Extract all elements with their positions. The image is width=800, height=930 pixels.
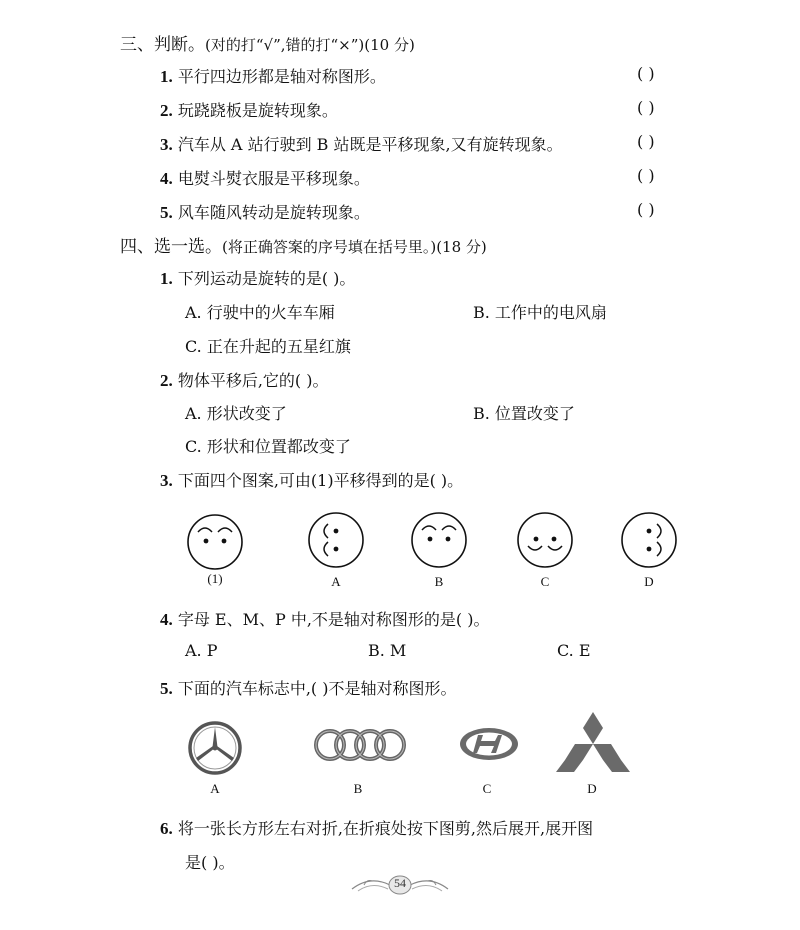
s4-q3 bbox=[160, 468, 463, 491]
s4-q1-text: 下列运动是旋转的是( )。 bbox=[177, 269, 356, 288]
s3-item-1-answer[interactable]: ( ) bbox=[637, 64, 655, 83]
s3-item-4-text: 电熨斗熨衣服是平移现象。 bbox=[177, 169, 370, 188]
s3-item-2-answer[interactable]: ( ) bbox=[637, 98, 655, 117]
s3-item-4 bbox=[160, 166, 370, 189]
section4-title: 四、选一选。 bbox=[120, 237, 222, 257]
s4-q4-text: 字母 E、M、P 中,不是轴对称图形的是( )。 bbox=[177, 610, 490, 629]
mitsubishi-logo-icon[interactable] bbox=[556, 711, 630, 773]
s3-item-2-text: 玩跷跷板是旋转现象。 bbox=[177, 101, 338, 120]
s4-q2-option-b[interactable]: B. 位置改变了 bbox=[473, 404, 575, 423]
s4-q1-option-c[interactable]: C. 正在升起的五星红旗 bbox=[185, 337, 351, 356]
face-1-icon bbox=[185, 512, 245, 572]
s3-item-3-num: 3. bbox=[160, 135, 173, 154]
s4-q4-option-a[interactable]: A. P bbox=[185, 641, 218, 660]
s4-q2 bbox=[160, 368, 329, 391]
s3-item-3 bbox=[160, 132, 563, 155]
section4-heading bbox=[120, 232, 487, 257]
s3-item-1-num: 1. bbox=[160, 67, 173, 86]
section3-title: 三、判断。 bbox=[120, 35, 205, 55]
s3-item-2-num: 2. bbox=[160, 101, 173, 120]
s4-q2-option-a[interactable]: A. 形状改变了 bbox=[185, 404, 287, 423]
s3-item-5-num: 5. bbox=[160, 203, 173, 222]
s4-q2-num: 2. bbox=[160, 371, 173, 390]
logo-a-label: A bbox=[210, 781, 220, 796]
face-1-label: (1) bbox=[207, 571, 223, 586]
s4-q1 bbox=[160, 266, 355, 289]
audi-logo-icon[interactable] bbox=[312, 723, 407, 767]
section3-note: (对的打“√”,错的打“×”)(10 分) bbox=[205, 36, 415, 54]
s4-q3-text: 下面四个图案,可由(1)平移得到的是( )。 bbox=[177, 471, 464, 490]
s4-q1-option-a[interactable]: A. 行驶中的火车车厢 bbox=[185, 303, 335, 322]
s3-item-4-num: 4. bbox=[160, 169, 173, 188]
logo-b-label: B bbox=[353, 781, 363, 796]
logo-c-label: C bbox=[482, 781, 492, 796]
s4-q1-option-b[interactable]: B. 工作中的电风扇 bbox=[473, 303, 607, 322]
s4-q5-text: 下面的汽车标志中,( )不是轴对称图形。 bbox=[177, 679, 457, 698]
s4-q3-num: 3. bbox=[160, 471, 173, 490]
s4-q2-text: 物体平移后,它的( )。 bbox=[177, 371, 329, 390]
face-c-label: C bbox=[540, 574, 550, 589]
s4-q5-num: 5. bbox=[160, 679, 173, 698]
s3-item-1-text: 平行四边形都是轴对称图形。 bbox=[177, 67, 386, 86]
face-a-icon[interactable] bbox=[306, 510, 366, 570]
face-d-label: D bbox=[644, 574, 654, 589]
hyundai-logo-icon[interactable] bbox=[458, 725, 520, 763]
s3-item-3-text: 汽车从 A 站行驶到 B 站既是平移现象,又有旋转现象。 bbox=[177, 135, 563, 154]
mercedes-logo-icon[interactable] bbox=[187, 720, 243, 776]
s3-item-3-answer[interactable]: ( ) bbox=[637, 132, 655, 151]
s4-q2-option-c[interactable]: C. 形状和位置都改变了 bbox=[185, 437, 351, 456]
s3-item-5-answer[interactable]: ( ) bbox=[637, 200, 655, 219]
face-b-label: B bbox=[434, 574, 444, 589]
s4-q4-num: 4. bbox=[160, 610, 173, 629]
face-d-icon[interactable] bbox=[619, 510, 679, 570]
s4-q1-num: 1. bbox=[160, 269, 173, 288]
page-number: 54 bbox=[394, 876, 406, 890]
face-c-icon[interactable] bbox=[515, 510, 575, 570]
logo-d-label: D bbox=[587, 781, 597, 796]
section4-note: (将正确答案的序号填在括号里。)(18 分) bbox=[222, 238, 487, 256]
s4-q4 bbox=[160, 607, 490, 630]
s4-q5 bbox=[160, 676, 457, 699]
s3-item-5-text: 风车随风转动是旋转现象。 bbox=[177, 203, 370, 222]
s4-q6-text1: 将一张长方形左右对折,在折痕处按下图剪,然后展开,展开图 bbox=[177, 819, 594, 838]
s3-item-4-answer[interactable]: ( ) bbox=[637, 166, 655, 185]
s4-q6-num: 6. bbox=[160, 819, 173, 838]
s4-q6-line2: 是( )。 bbox=[185, 853, 235, 872]
face-b-icon[interactable] bbox=[409, 510, 469, 570]
s4-q4-option-c[interactable]: C. E bbox=[557, 641, 591, 660]
s4-q4-option-b[interactable]: B. M bbox=[368, 641, 407, 660]
s3-item-1 bbox=[160, 64, 386, 87]
face-a-label: A bbox=[331, 574, 341, 589]
s3-item-2 bbox=[160, 98, 338, 121]
s3-item-5 bbox=[160, 200, 370, 223]
s4-q6-line1 bbox=[160, 816, 593, 839]
section3-heading bbox=[120, 30, 415, 55]
